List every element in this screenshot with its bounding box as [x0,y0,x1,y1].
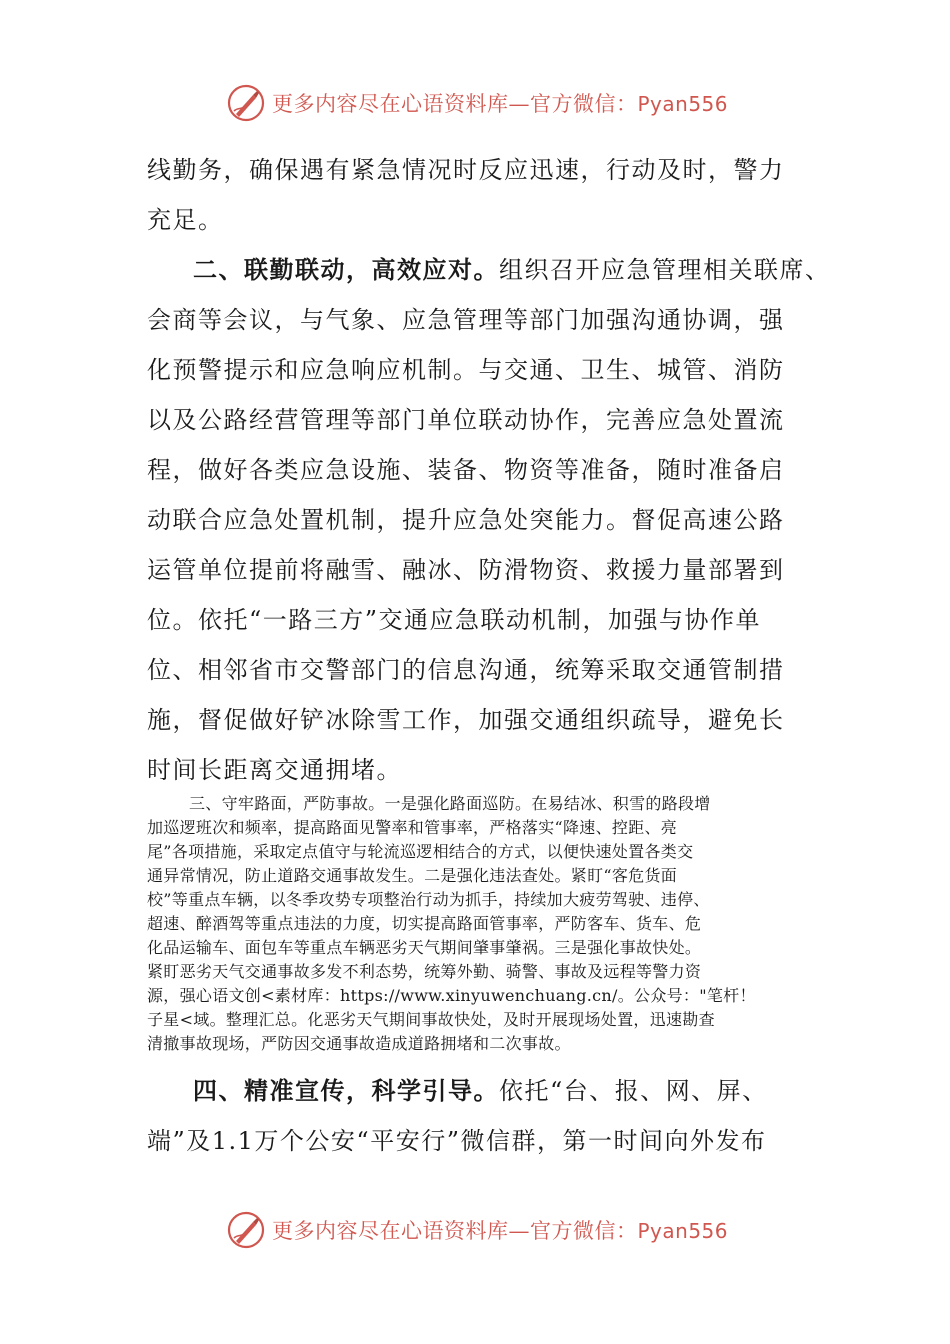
text-line: 程，做好各类应急设施、装备、物资等准备，随时准备启 [147,456,785,484]
text-line: 位。依托“一路三方”交通应急联动机制，加强与协作单 [147,606,762,634]
text-line: 运管单位提前将融雪、融冰、防滑物资、救援力量部署到 [147,556,785,584]
banner-label: 更多内容尽在心语资料库—官方微信： [272,92,638,116]
section-four-first-line-text: 依托“台、报、网、屏、 [499,1077,768,1105]
small-text-line: 通异常情况，防止道路交通事故发生。二是强化违法查处。紧盯“客危货面 [147,866,678,885]
wechat-id: Pyan556 [637,92,729,116]
small-text-line: 三、守牢路面，严防事故。一是强化路面巡防。在易结冰、积雪的路段增 [189,794,711,813]
small-text-line: 紧盯恶劣天气交通事故多发不利态势，统筹外勤、骑警、事故及远程等警力资 [147,962,702,981]
text-line: 化预警提示和应急响应机制。与交通、卫生、城管、消防 [147,356,785,384]
section-four-heading: 四、精准宣传，科学引导。 [193,1076,499,1105]
small-text-line: 化品运输车、面包车等重点车辆恶劣天气期间肇事肇祸。三是强化事故快处。 [147,938,702,957]
section-two-heading: 二、联勤联动，高效应对。 [193,255,499,284]
text-line: 以及公路经营管理等部门单位联动协作，完善应急处置流 [147,406,785,434]
wechat-id: Pyan556 [637,1219,729,1243]
text-line: 线勤务，确保遇有紧急情况时反应迅速，行动及时，警力 [147,156,785,184]
text-line: 时间长距离交通拥堵。 [147,756,402,784]
pen-logo-icon [226,1210,266,1250]
text-line: 施，督促做好铲冰除雪工作，加强交通组织疏导，避免长 [147,706,785,734]
text-line: 充足。 [147,206,224,234]
banner-label: 更多内容尽在心语资料库—官方微信： [272,1219,638,1243]
small-text-line: 加巡逻班次和频率，提高路面见警率和管事率，严格落实“降速、控距、亮 [147,818,678,837]
banner-text [272,1215,728,1245]
text-line: 会商等会议，与气象、应急管理等部门加强沟通协调，强 [147,306,785,334]
small-text-line: 超速、醉酒驾等重点违法的力度，切实提高路面管事率，严防客车、货车、危 [147,914,702,933]
small-text-line: 清撤事故现场，严防因交通事故造成道路拥堵和二次事故。 [147,1034,571,1053]
text-line: 端”及1.1万个公安“平安行”微信群，第一时间向外发布 [147,1127,767,1155]
banner-text [272,88,728,118]
section-two-first-line [193,250,831,290]
footer-banner [226,1209,746,1251]
small-text-line: 子星<域。整理汇总。化恶劣天气期间事故快处，及时开展现场处置，迅速勘查 [147,1010,715,1029]
text-line: 位、相邻省市交警部门的信息沟通，统筹采取交通管制措 [147,656,785,684]
section-two-first-line-text: 组织召开应急管理相关联席、 [499,256,831,284]
small-text-line: 源，强心语文创<素材库：https://www.xinyuwenchuang.cn/。公众号："笔杆！ [147,986,756,1005]
text-line: 动联合应急处置机制，提升应急处突能力。督促高速公路 [147,506,785,534]
small-text-line: 校”等重点车辆，以冬季攻势专项整治行动为抓手，持续加大疲劳驾驶、违停、 [147,890,710,909]
pen-logo-icon [226,83,266,123]
header-banner [226,82,746,124]
small-text-line: 尾”各项措施，采取定点值守与轮流巡逻相结合的方式，以便快速处置各类交 [147,842,694,861]
section-four-first-line [193,1071,768,1111]
